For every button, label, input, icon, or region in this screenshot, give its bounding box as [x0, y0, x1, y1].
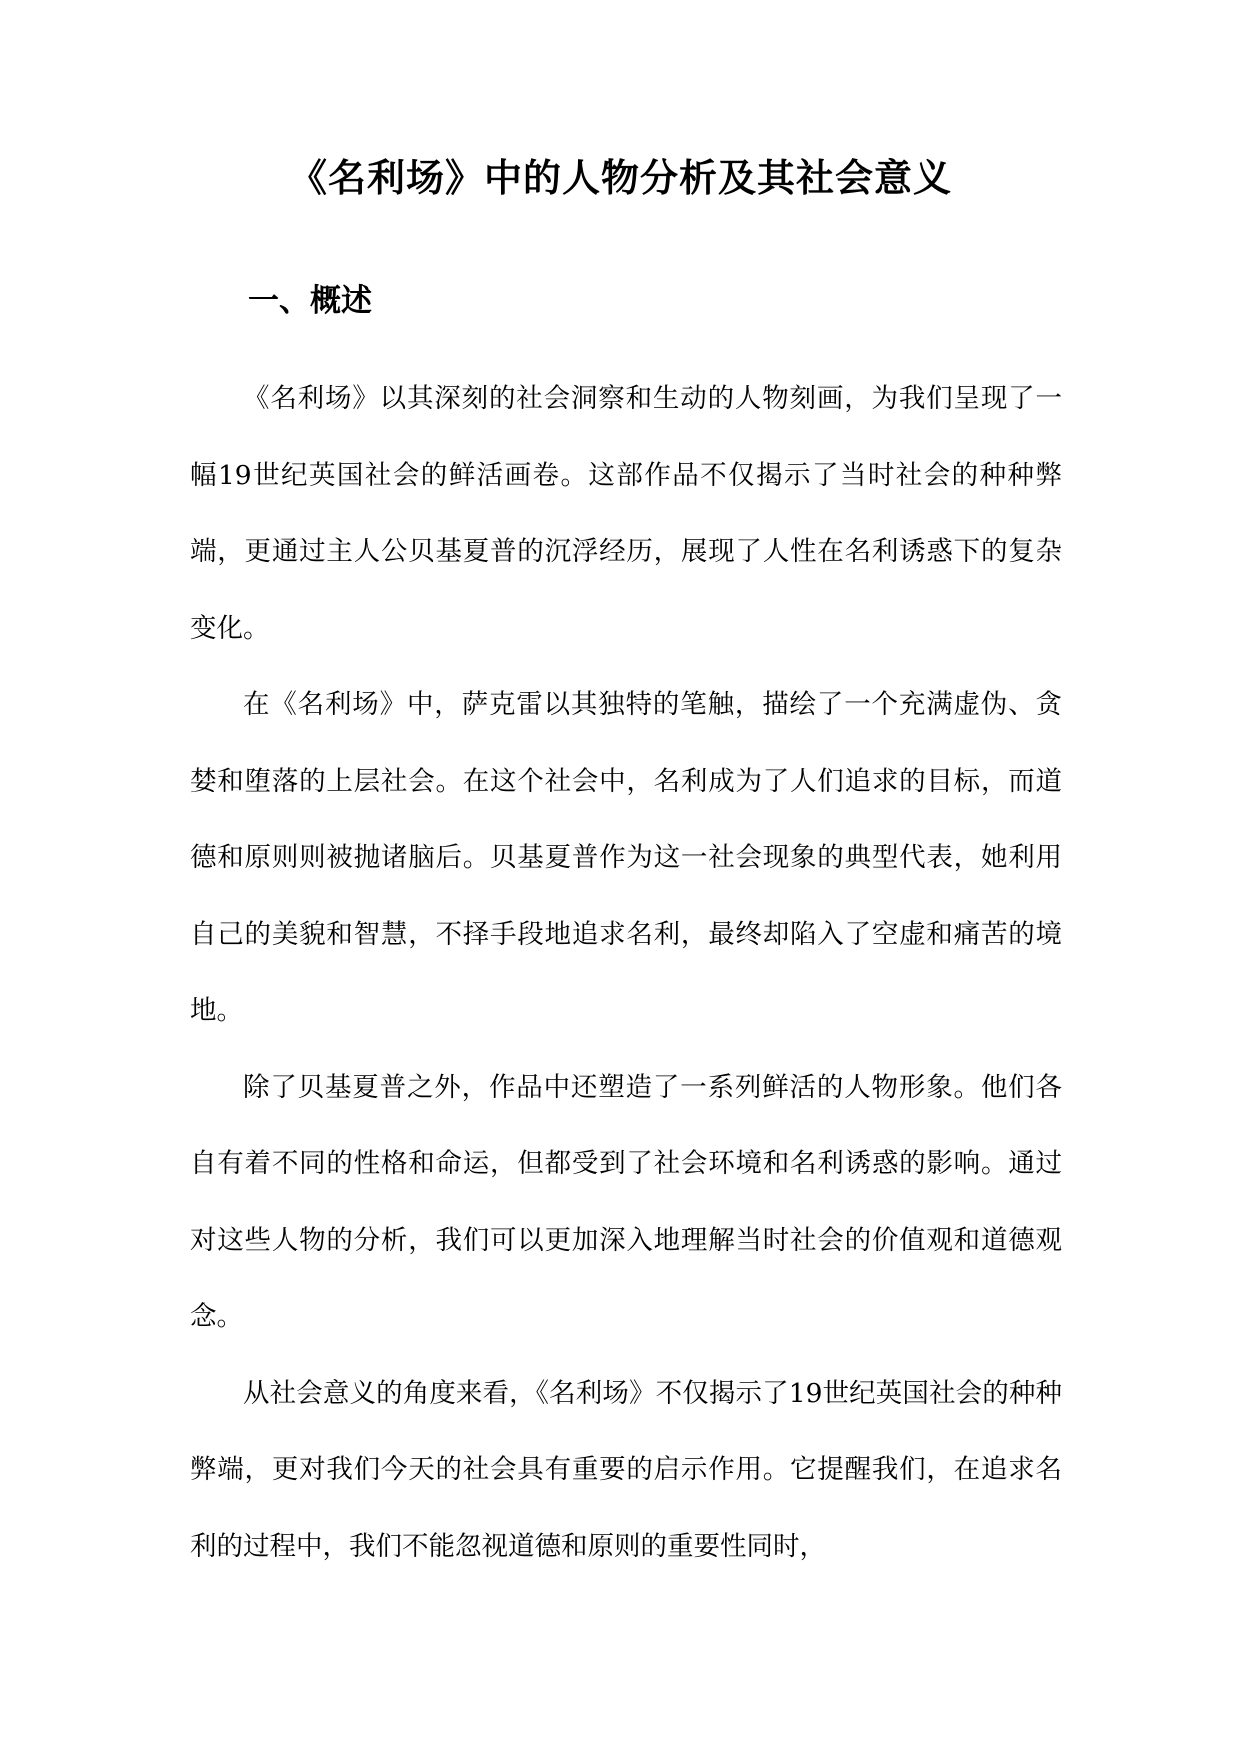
section-heading-overview: 一、概述 [248, 283, 372, 319]
document-body [190, 361, 1062, 1585]
paragraph-social-meaning: 从社会意义的角度来看，《名利场》不仅揭示了19世纪英国社会的种种弊端，更对我们今天的社会具有重要的启示作用。它提醒我们，在追求名利的过程中，我们不能忽视道德和原则的重要性同时， [190, 1377, 1062, 1562]
paragraph-characters: 除了贝基夏普之外，作品中还塑造了一系列鲜活的人物形象。他们各自有着不同的性格和命运，但都受到了社会环境和名利诱惑的影响。通过对这些人物的分析，我们可以更加深入地理解当时社会的价值观和道德观念。 [190, 1071, 1062, 1332]
paragraph-intro: 《名利场》以其深刻的社会洞察和生动的人物刻画，为我们呈现了一幅19世纪英国社会的鲜活画卷。这部作品不仅揭示了当时社会的种种弊端，更通过主人公贝基夏普的沉浮经历，展现了人性在名利诱惑下的复杂变化。 [190, 383, 1062, 644]
document-title: 《名利场》中的人物分析及其社会意义 [288, 156, 952, 200]
paragraph-upper-society: 在《名利场》中，萨克雷以其独特的笔触，描绘了一个充满虚伪、贪婪和堕落的上层社会。在这个社会中，名利成为了人们追求的目标，而道德和原则则被抛诸脑后。贝基夏普作为这一社会现象的典型代表，她利用自己的美貌和智慧，不择手段地追求名利，最终却陷入了空虚和痛苦的境地。 [190, 689, 1062, 1026]
